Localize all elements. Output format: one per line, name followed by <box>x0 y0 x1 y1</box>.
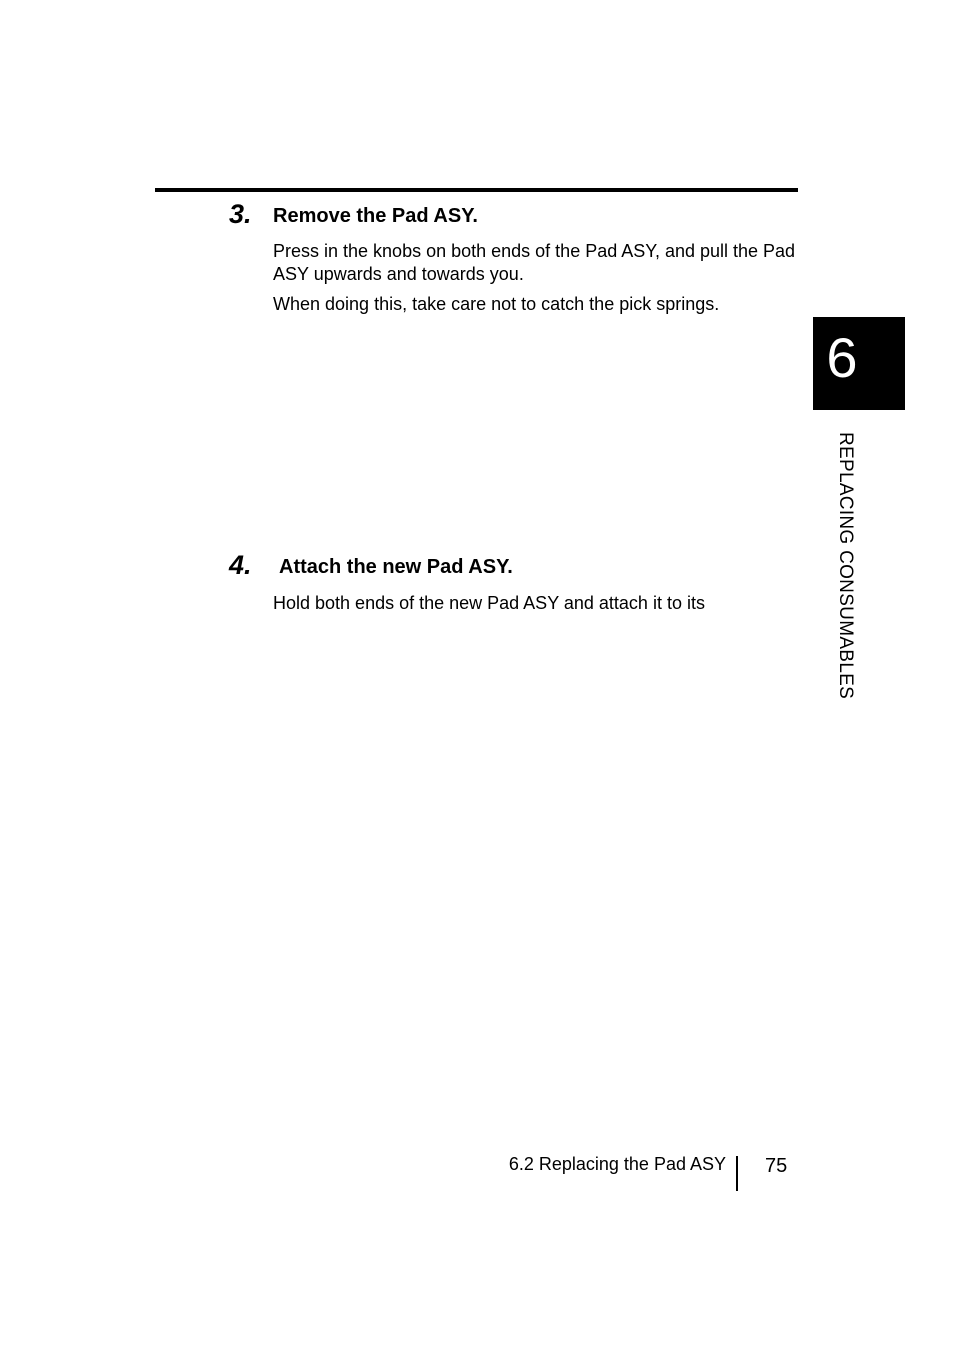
step-3-paragraph-2: When doing this, take care not to catch the pick springs. <box>273 294 720 314</box>
footer-section-title: 6.2 Replacing the Pad ASY <box>508 1154 726 1174</box>
step-4-number: 4. <box>229 550 252 580</box>
top-rule <box>155 188 798 192</box>
step-3-number: 3. <box>229 199 252 229</box>
page-number: 75 <box>765 1155 788 1177</box>
chapter-number: 6 <box>826 326 858 389</box>
footer-divider <box>736 1156 738 1191</box>
step-3-paragraph-1: Press in the knobs on both ends of the Pad ASY, and pull the Pad ASY upwards and towards you. <box>273 241 796 284</box>
step-4-title: Attach the new Pad ASY. <box>279 556 513 578</box>
chapter-side-label: REPLACING CONSUMABLES <box>835 432 856 700</box>
step-3-title: Remove the Pad ASY. <box>273 205 478 227</box>
step-4-paragraph-1: Hold both ends of the new Pad ASY and attach it to its <box>273 593 705 613</box>
